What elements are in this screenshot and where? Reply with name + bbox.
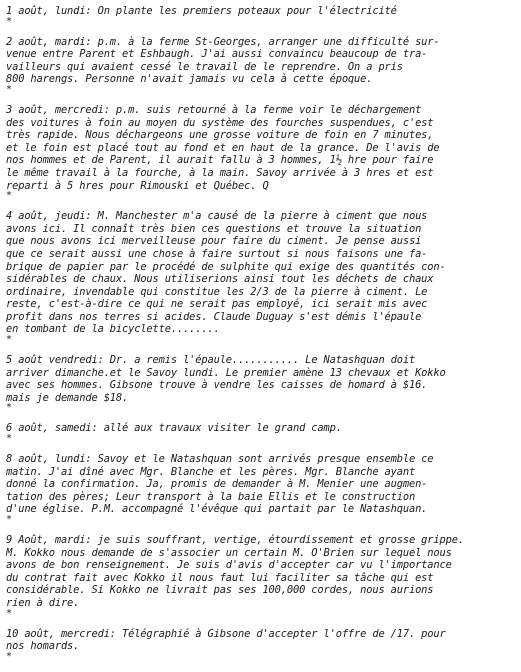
diary-entry-aug-1 bbox=[6, 5, 515, 26]
entry-separator: * bbox=[6, 15, 13, 27]
entry-separator: * bbox=[6, 433, 13, 445]
entry-text-line: avons de bon renseignement. Je suis d'avis d'accepter car vu l'importance bbox=[6, 559, 452, 572]
entry-separator: * bbox=[6, 607, 13, 619]
entry-text-line: reste, c'est-à-dire ce qui ne serait pas employé, ici serait mis avec bbox=[6, 298, 428, 311]
entry-text-line: rien à dire. bbox=[6, 596, 80, 609]
entry-text-line: 4 août, jeudi: M. Manchester m'a causé de la pierre à ciment que nous bbox=[6, 210, 428, 223]
diary-entry-aug-3 bbox=[6, 104, 515, 200]
diary-entry-aug-10 bbox=[6, 628, 515, 661]
entry-text-line: profit dans nos terres si acides. Claude Duguay s'est démis l'épaule bbox=[6, 310, 422, 323]
entry-text-line: 9 Août, mardi: je suis souffrant, vertige, étourdissement et grosse grippe. bbox=[6, 534, 464, 546]
entry-text-line: très rapide. Nous déchargeons une grosse voiture de foin en 7 minutes, bbox=[6, 129, 434, 142]
diary-entry-aug-8 bbox=[6, 453, 515, 524]
entry-text-line: le même travail à la fourche, à la main. Savoy arrivée à 3 hres et est bbox=[6, 166, 434, 179]
diary-entry-aug-6 bbox=[6, 422, 515, 443]
entry-text-line: et le foin est placé tout au fond et en haut de la grance. De l'avis de bbox=[6, 141, 440, 154]
entry-text-line: 1 août, lundi: On plante les premiers poteaux pour l'électricité bbox=[6, 5, 397, 17]
entry-separator: * bbox=[6, 650, 13, 662]
entry-separator: * bbox=[6, 190, 13, 202]
entry-text-line: 2 août, mardi: p.m. à la ferme St-Georges, arranger une difficulté sur- bbox=[6, 35, 440, 48]
entry-text-line: sidérables de chaux. Nous utiliserions ainsi tout les déchets de chaux bbox=[6, 273, 434, 286]
entry-text-line: brique de papier par le procédé de sulphite qui exige des quantités con- bbox=[6, 260, 446, 273]
entry-text-line: considérable. Si Kokko ne livrait pas ses 100,000 cordes, nous aurions bbox=[6, 584, 434, 597]
entry-text-line: 3 août, mercredi: p.m. suis retourné à la ferme voir le déchargement bbox=[6, 103, 422, 116]
entry-text-line: ordinaire, invendable qui constitue les 2/3 de la pierre à ciment. Le bbox=[6, 285, 428, 298]
entry-text-line: d'une église. P.M. accompagné l'évêque qui partait par le Natashquan. bbox=[6, 503, 428, 516]
entry-text-line: reparti à 5 hres pour Rimouski et Québec. Q bbox=[6, 179, 269, 192]
entry-text-line: mais je demande $18. bbox=[6, 391, 129, 404]
diary-entry-aug-4 bbox=[6, 210, 515, 344]
diary-entry-aug-2 bbox=[6, 36, 515, 94]
entry-text-line: donné la confirmation. Ja, promis de demander à M. Menier une augmen- bbox=[6, 478, 428, 491]
entry-text-line: vailleurs qui avaient cessé le travail de le reprendre. On a pris bbox=[6, 60, 403, 73]
entry-text-line: 6 août, samedi: allé aux travaux visiter le grand camp. bbox=[6, 422, 342, 435]
entry-text-line: avec ses hommes. Gibsone trouve à vendre les caisses de homard à $16. bbox=[6, 379, 428, 392]
entry-separator: * bbox=[6, 83, 13, 95]
entry-text-line: 8 août, lundi: Savoy et le Natashquan sont arrivés presque ensemble ce bbox=[6, 453, 434, 466]
entry-text-line: nos homards. bbox=[6, 640, 80, 653]
entry-text-line: matin. J'ai dîné avec Mgr. Blanche et les pères. Mgr. Blanche ayant bbox=[6, 465, 416, 478]
diary-entry-aug-9 bbox=[6, 534, 515, 618]
entry-text-line: venue entre Parent et Eshbaugh. J'ai aussi convaincu beaucoup de tra- bbox=[6, 48, 428, 61]
entry-text-line: nos hommes et de Parent, il aurait fallu à 3 hommes, 1½ hre pour faire bbox=[6, 154, 434, 167]
entry-text-line: 5 août vendredi: Dr. a remis l'épaule........... Le Natashquan doit bbox=[6, 354, 416, 367]
entry-separator: * bbox=[6, 402, 13, 414]
entry-separator: * bbox=[6, 514, 13, 525]
entry-text-line: du contrat fait avec Kokko il nous faut lui faciliter sa tâche qui est bbox=[6, 571, 434, 584]
entry-text-line: que ce serait aussi une chose à faire surtout si nous faisons une fa- bbox=[6, 247, 428, 260]
entry-text-line: en tombant de la bicyclette........ bbox=[6, 323, 220, 336]
entry-text-line: 10 août, mercredi: Télégraphié à Gibsone d'accepter l'offre de /17. pour bbox=[6, 627, 446, 640]
entry-text-line: avons ici. Il connaît très bien ces questions et trouve la situation bbox=[6, 222, 422, 235]
entry-separator: * bbox=[6, 334, 13, 346]
entry-text-line: M. Kokko nous demande de s'associer un certain M. O'Brien sur lequel nous bbox=[6, 546, 452, 559]
entry-text-line: que nous avons ici merveilleuse pour faire du ciment. Je pense aussi bbox=[6, 235, 422, 248]
entry-text-line: des voitures à foin au moyen du système des fourches suspendues, c'est bbox=[6, 116, 434, 129]
entry-text-line: arriver dimanche.et le Savoy lundi. Le premier amène 13 chevaux et Kokko bbox=[6, 366, 446, 379]
diary-entry-aug-5 bbox=[6, 354, 515, 412]
entry-text-line: 800 harengs. Personne n'avait jamais vu cela à cette époque. bbox=[6, 73, 373, 86]
entry-text-line: tation des pères; Leur transport à la baie Ellis et le construction bbox=[6, 490, 416, 503]
